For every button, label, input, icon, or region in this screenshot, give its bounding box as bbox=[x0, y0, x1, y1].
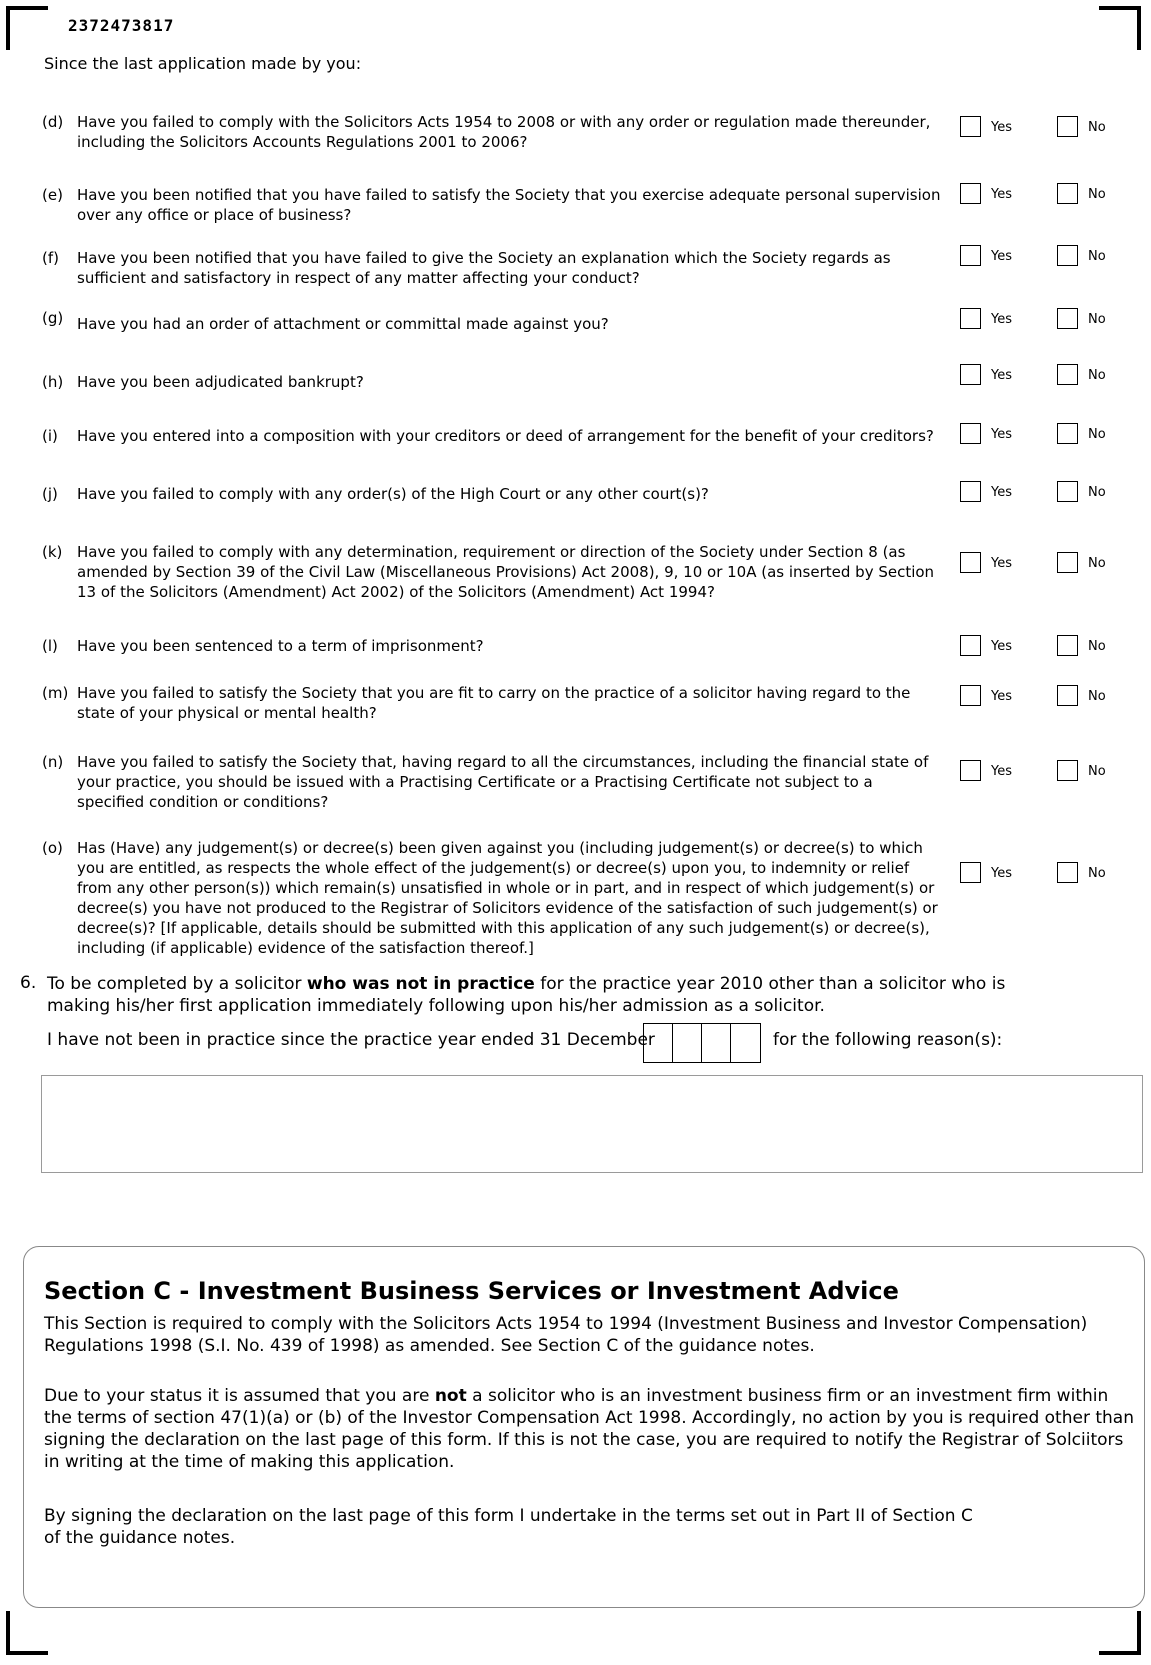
question-label: (g) bbox=[42, 309, 64, 327]
year-digit-3[interactable] bbox=[702, 1024, 731, 1062]
year-digit-4[interactable] bbox=[731, 1024, 760, 1062]
yes-label: Yes bbox=[991, 689, 1012, 704]
question-k bbox=[42, 542, 942, 602]
question-label: (i) bbox=[42, 427, 58, 445]
year-input-boxes[interactable] bbox=[643, 1023, 761, 1063]
section-c-p2-pre: Due to your status it is assumed that you are bbox=[44, 1386, 435, 1406]
section-6-text-post: for the practice year 2010 other than a solicitor who is making his/her first application immediately following upon his/her admission as a solicitor. bbox=[47, 974, 1006, 1016]
section-c-paragraph-2 bbox=[44, 1385, 1134, 1473]
yes-label: Yes bbox=[991, 556, 1012, 571]
yes-label: Yes bbox=[991, 120, 1012, 135]
question-o bbox=[42, 838, 942, 958]
checkbox-l-no[interactable] bbox=[1057, 635, 1078, 656]
section-6-text-bold: who was not in practice bbox=[306, 974, 535, 994]
yes-label: Yes bbox=[991, 764, 1012, 779]
checkbox-i-no[interactable] bbox=[1057, 423, 1078, 444]
yes-label: Yes bbox=[991, 312, 1012, 327]
question-text: Have you been adjudicated bankrupt? bbox=[77, 373, 364, 391]
not-in-practice-statement: I have not been in practice since the practice year ended 31 December bbox=[47, 1030, 655, 1050]
question-label: (m) bbox=[42, 684, 69, 702]
section-c-p2-bold: not bbox=[434, 1386, 467, 1406]
checkbox-l-yes[interactable] bbox=[960, 635, 981, 656]
question-text: Have you failed to comply with any order(s) of the High Court or any other court(s)? bbox=[77, 485, 709, 503]
no-label: No bbox=[1088, 368, 1106, 383]
question-text: Have you failed to satisfy the Society that you are fit to carry on the practice of a solicitor having regard to the state of your physical or mental health? bbox=[77, 684, 911, 722]
checkbox-i-yes[interactable] bbox=[960, 423, 981, 444]
section-6-number: 6. bbox=[20, 973, 37, 993]
checkbox-o-yes[interactable] bbox=[960, 862, 981, 883]
checkbox-d-yes[interactable] bbox=[960, 116, 981, 137]
no-label: No bbox=[1088, 249, 1106, 264]
question-label: (k) bbox=[42, 543, 63, 561]
corner-mark-bottom-right bbox=[1099, 1611, 1141, 1655]
form-id: 2372473817 bbox=[68, 16, 175, 35]
no-label: No bbox=[1088, 639, 1106, 654]
question-label: (h) bbox=[42, 373, 64, 391]
question-text: Have you entered into a composition with your creditors or deed of arrangement for the benefit of your creditors? bbox=[77, 427, 934, 445]
section-6-instructions bbox=[47, 973, 1047, 1017]
year-digit-1[interactable] bbox=[644, 1024, 673, 1062]
checkbox-f-no[interactable] bbox=[1057, 245, 1078, 266]
yes-label: Yes bbox=[991, 639, 1012, 654]
section-c-paragraph-3: By signing the declaration on the last page of this form I undertake in the terms set out in Part II of Section C of the guidance notes. bbox=[44, 1506, 973, 1548]
checkbox-g-no[interactable] bbox=[1057, 308, 1078, 329]
no-label: No bbox=[1088, 120, 1106, 135]
year-digit-2[interactable] bbox=[673, 1024, 702, 1062]
no-label: No bbox=[1088, 689, 1106, 704]
yes-label: Yes bbox=[991, 187, 1012, 202]
checkbox-f-yes[interactable] bbox=[960, 245, 981, 266]
question-text: Have you failed to satisfy the Society that, having regard to all the circumstances, including the financial state of your practice, you should be issued with a Practising Certificate or a Practising Certificate not subject to a specified condition or conditions? bbox=[77, 753, 929, 811]
question-label: (e) bbox=[42, 186, 63, 204]
no-label: No bbox=[1088, 764, 1106, 779]
section-c-panel bbox=[23, 1246, 1145, 1608]
question-m bbox=[42, 683, 942, 723]
question-text: Have you had an order of attachment or committal made against you? bbox=[77, 315, 609, 333]
corner-mark-bottom-left bbox=[6, 1611, 48, 1655]
reasons-label: for the following reason(s): bbox=[773, 1030, 1003, 1050]
checkbox-e-yes[interactable] bbox=[960, 183, 981, 204]
question-text: Have you failed to comply with any determination, requirement or direction of the Society under Section 8 (as amended by Section 39 of the Civil Law (Miscellaneous Provisions) Act 2008), 9, 10 or 10A (as inserted by Section 13 of the Solicitors (Amendment) Act 2002) of the Solicitors (Amendment) Act 1994? bbox=[77, 543, 935, 601]
checkbox-d-no[interactable] bbox=[1057, 116, 1078, 137]
yes-label: Yes bbox=[991, 866, 1012, 881]
yes-label: Yes bbox=[991, 249, 1012, 264]
question-label: (o) bbox=[42, 839, 63, 857]
question-text: Have you been sentenced to a term of imprisonment? bbox=[77, 637, 484, 655]
section-c-title: Section C - Investment Business Services or Investment Advice bbox=[44, 1277, 899, 1305]
checkbox-n-no[interactable] bbox=[1057, 760, 1078, 781]
yes-label: Yes bbox=[991, 427, 1012, 442]
question-label: (f) bbox=[42, 249, 59, 267]
question-i bbox=[42, 426, 942, 446]
no-label: No bbox=[1088, 556, 1106, 571]
no-label: No bbox=[1088, 187, 1106, 202]
no-label: No bbox=[1088, 866, 1106, 881]
section-c-p2-post: a solicitor who is an investment business firm or an investment firm within the terms of section 47(1)(a) or (b) of the Investor Compensation Act 1998. Accordingly, no action by you is required other than signing the declaration on the last page of this form. If this is not the case, you are required to notify the Registrar of Solciitors in writing at the time of making this application. bbox=[44, 1386, 1134, 1472]
question-text: Has (Have) any judgement(s) or decree(s) been given against you (including judgement(s) or decree(s) to which you are entitled, as respects the whole effect of the judgement(s) or decree(s) upon you, to indemnity or relief from any other person(s)) which remain(s) unsatisfied in whole or in part, and in respect of which judgement(s) or decree(s) you have not produced to the Registrar of Solicitors evidence of the satisfaction of such judgement(s) or decree(s)? [If applicable, details should be submitted with this application of any such judgement(s) or decree(s), including (if applicable) evidence of the satisfaction thereof.] bbox=[77, 839, 938, 957]
question-f bbox=[42, 248, 942, 288]
question-text: Have you been notified that you have failed to satisfy the Society that you exercise adequate personal supervision over any office or place of business? bbox=[77, 186, 941, 224]
section-6-text-pre: To be completed by a solicitor bbox=[47, 974, 307, 994]
no-label: No bbox=[1088, 427, 1106, 442]
intro-text: Since the last application made by you: bbox=[44, 54, 362, 73]
question-label: (j) bbox=[42, 485, 58, 503]
question-label: (l) bbox=[42, 637, 58, 655]
question-n bbox=[42, 752, 942, 812]
corner-mark-top-right bbox=[1099, 6, 1141, 50]
checkbox-m-yes[interactable] bbox=[960, 685, 981, 706]
yes-label: Yes bbox=[991, 485, 1012, 500]
question-g bbox=[42, 309, 942, 334]
question-l bbox=[42, 636, 942, 656]
question-j bbox=[42, 484, 942, 504]
no-label: No bbox=[1088, 485, 1106, 500]
question-label: (d) bbox=[42, 113, 64, 131]
checkbox-h-yes[interactable] bbox=[960, 364, 981, 385]
corner-mark-top-left bbox=[6, 6, 48, 50]
checkbox-o-no[interactable] bbox=[1057, 862, 1078, 883]
question-h bbox=[42, 372, 942, 392]
question-text: Have you failed to comply with the Solicitors Acts 1954 to 2008 or with any order or regulation made thereunder, including the Solicitors Accounts Regulations 2001 to 2006? bbox=[77, 113, 931, 151]
checkbox-j-yes[interactable] bbox=[960, 481, 981, 502]
question-e bbox=[42, 185, 942, 225]
checkbox-k-yes[interactable] bbox=[960, 552, 981, 573]
question-label: (n) bbox=[42, 753, 64, 771]
checkbox-m-no[interactable] bbox=[1057, 685, 1078, 706]
question-d bbox=[42, 112, 942, 152]
checkbox-k-no[interactable] bbox=[1057, 552, 1078, 573]
checkbox-g-yes[interactable] bbox=[960, 308, 981, 329]
checkbox-h-no[interactable] bbox=[1057, 364, 1078, 385]
question-text: Have you been notified that you have failed to give the Society an explanation which the Society regards as sufficient and satisfactory in respect of any matter affecting your conduct? bbox=[77, 249, 891, 287]
checkbox-j-no[interactable] bbox=[1057, 481, 1078, 502]
no-label: No bbox=[1088, 312, 1106, 327]
section-c-paragraph-1: This Section is required to comply with the Solicitors Acts 1954 to 1994 (Investment Business and Investor Compensation) Regulations 1998 (S.I. No. 439 of 1998) as amended. See Section C of the guidance notes. bbox=[44, 1314, 1088, 1356]
reasons-textarea[interactable] bbox=[41, 1075, 1143, 1173]
checkbox-n-yes[interactable] bbox=[960, 760, 981, 781]
yes-label: Yes bbox=[991, 368, 1012, 383]
checkbox-e-no[interactable] bbox=[1057, 183, 1078, 204]
